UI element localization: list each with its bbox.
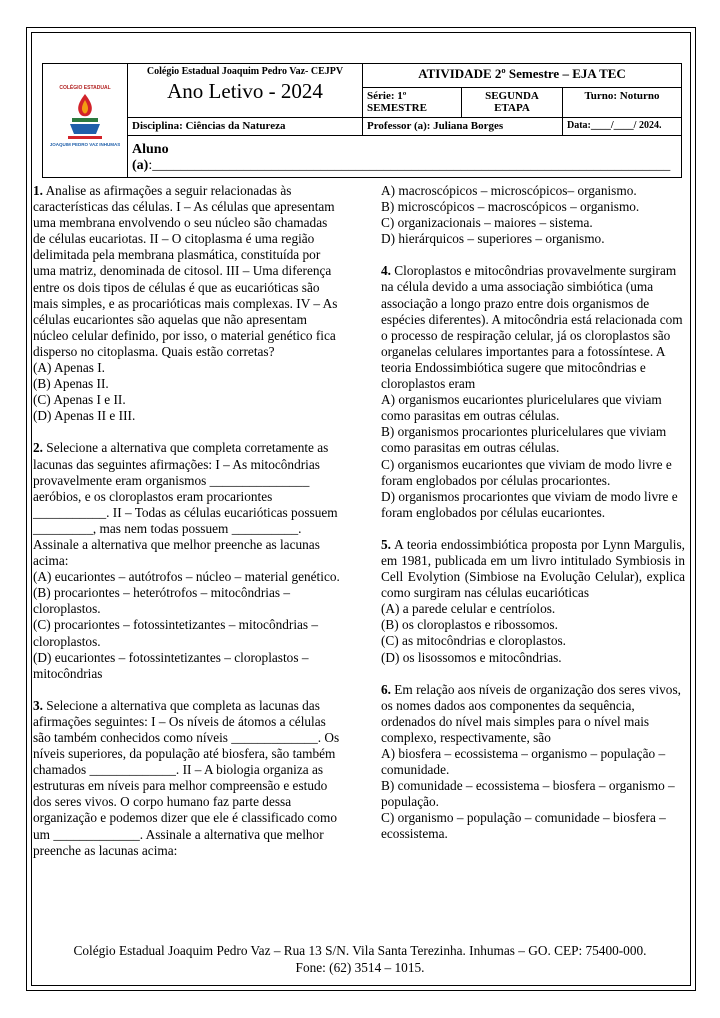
footer-phone: Fone: (62) 3514 – 1015. bbox=[295, 960, 425, 975]
question-6-option-c: C) organismo – população – comunidade – biosfera – ecossistema. bbox=[381, 810, 666, 842]
school-logo-icon bbox=[50, 80, 120, 158]
question-1-text: Analise as afirmações a seguir relacionadas às características das células. I – As células que apresentam uma membrana envolvendo o seu núcleo são chamadas de células eucariotas. II – O citoplasma é uma região delimitada pela membrana plasmática, constituída por uma matriz, denominada de citosol. III – Uma diferença entre os dois tipos de células é que as eucarióticas são mais simples, e as procarióticas mais complexas. IV – As células eucariontes são aquelas que não apresentam núcleo celular definido, por isso, o material genético fica disperso no citoplasma. Quais estão corretas? bbox=[33, 183, 338, 359]
school-logo bbox=[43, 64, 128, 178]
school-title-cell bbox=[128, 64, 363, 118]
question-4-number: 4. bbox=[381, 263, 391, 279]
question-6-option-b: B) comunidade – ecossistema – biosfera – organismo – população. bbox=[381, 778, 675, 810]
question-5-option-c: (C) as mitocôndrias e cloroplastos. bbox=[381, 633, 567, 649]
turno-cell: Turno: Noturno bbox=[563, 88, 682, 118]
question-1-number: 1. bbox=[33, 183, 43, 198]
logo-text-top: COLÉGIO ESTADUAL bbox=[59, 85, 111, 91]
right-column bbox=[381, 183, 685, 859]
question-4-option-b: B) organismos procariontes pluricelulares que viviam como parasitas em outras células. bbox=[381, 424, 667, 456]
question-3-text: Selecione a alternativa que completa as lacunas das afirmações seguintes: I – Os níveis de átomos a células são também conhecidos como níveis _____________. Os níveis superiores, da população até biosfera, são também chamados _____________. II – A biologia organiza as estruturas em níveis para melhor compreensão e estudo dos seres vivos. O corpo humano faz parte dessa organização e podemos dizer que ele é classificado como um _____________. Assinale a alternativa que melhor preenche as lacunas acima: bbox=[33, 697, 340, 858]
question-1-option-d: (D) Apenas II e III. bbox=[33, 408, 136, 424]
question-5-option-a: (A) a parede celular e centríolos. bbox=[381, 601, 556, 617]
question-4 bbox=[381, 263, 685, 521]
header-table bbox=[42, 63, 682, 178]
question-2-option-d: (D) eucariontes – fotossintetizantes – cloroplastos – mitocôndrias bbox=[33, 649, 309, 681]
question-2-text: Selecione a alternativa que completa corretamente as lacunas das seguintes afirmações: I – As mitocôndrias provavelmente eram organismos _______________ aeróbios, e os cloroplastos eram procariontes ___________. II – Todas as células eucarióticas possuem _________, mas nem todas possuem __________. Assinale a alternativa que melhor preenche as lacunas acima: bbox=[33, 440, 338, 569]
question-3-option-a: A) macroscópicos – microscópicos– organismo. bbox=[381, 183, 637, 198]
etapa-cell bbox=[462, 88, 563, 118]
page-footer bbox=[33, 942, 687, 976]
professor-cell: Professor (a): Juliana Borges bbox=[363, 118, 563, 136]
etapa-line2: ETAPA bbox=[494, 102, 530, 114]
question-5-option-b: (B) os cloroplastos e ribossomos. bbox=[381, 617, 558, 633]
question-3-number: 3. bbox=[33, 697, 43, 713]
serie-line1: Série: 1º bbox=[367, 90, 407, 102]
school-name: Colégio Estadual Joaquim Pedro Vaz- CEJPV bbox=[146, 66, 344, 77]
etapa-line1: SEGUNDA bbox=[485, 90, 539, 102]
question-3-option-c: C) organizacionais – maiores – sistema. bbox=[381, 215, 593, 231]
serie-line2: SEMESTRE bbox=[367, 102, 427, 114]
question-2-option-b: (B) procariontes – heterótrofos – mitocôndrias – cloroplastos. bbox=[33, 585, 291, 617]
question-6-text: Em relação aos níveis de organização dos seres vivos, os nomes dados aos componentes da sequência, ordenados do nível mais simples para o nível mais complexo, respectivamente, são bbox=[381, 681, 681, 745]
question-5-text: A teoria endossimbiótica proposta por Lynn Margulis, em 1981, publicada em um livro intitulado Symbiosis in Cell Evolytion (Simbiose na Evolução Celular), explica como surgiram nas células eucarióticas bbox=[381, 536, 685, 601]
question-2 bbox=[33, 440, 343, 681]
question-6 bbox=[381, 682, 685, 843]
question-2-option-a: (A) eucariontes – autótrofos – núcleo – material genético. bbox=[33, 569, 340, 585]
question-4-option-d: D) organismos procariontes que viviam de modo livre e foram englobados por células eucariontes. bbox=[381, 488, 678, 520]
question-3-option-b: B) microscópicos – macroscópicos – organismo. bbox=[381, 199, 640, 215]
question-4-text: Cloroplastos e mitocôndrias provavelmente surgiram na célula devido a uma associação simbiótica (uma associação a longo prazo entre dois organismos de espécies diferentes). A mitocôndria está relacionada com o processo de respiração celular, já os cloroplastos são organelas celulares importantes para a fotossíntese. A teoria Endossimbiótica sugere que mitocôndrias e cloroplastos eram bbox=[381, 263, 683, 392]
aluno-line: :__________________________________________________________________________ bbox=[148, 158, 671, 173]
serie-cell bbox=[363, 88, 462, 118]
question-6-option-a: A) biosfera – ecossistema – organismo – população – comunidade. bbox=[381, 746, 666, 778]
data-cell: Data:____/____/ 2024. bbox=[563, 118, 682, 136]
left-column bbox=[33, 183, 343, 875]
question-1 bbox=[33, 183, 343, 424]
question-4-option-c: C) organismos eucariontes que viviam de modo livre e foram englobados por células procariontes. bbox=[381, 456, 672, 488]
question-5-option-d: (D) os lisossomos e mitocôndrias. bbox=[381, 649, 562, 665]
question-6-number: 6. bbox=[381, 681, 391, 697]
question-3 bbox=[33, 698, 343, 859]
question-1-option-a: (A) Apenas I. bbox=[33, 360, 106, 376]
aluno-field[interactable] bbox=[128, 136, 682, 178]
question-2-option-c: (C) procariontes – fotossintetizantes – mitocôndrias – cloroplastos. bbox=[33, 617, 319, 649]
question-3-options bbox=[381, 183, 685, 247]
logo-text-bottom: JOAQUIM PEDRO VAZ INHUMAS bbox=[50, 142, 120, 147]
question-4-option-a: A) organismos eucariontes pluricelulares que viviam como parasitas em outras células. bbox=[381, 392, 662, 424]
question-2-number: 2. bbox=[33, 440, 43, 456]
question-5-number: 5. bbox=[381, 536, 391, 552]
question-1-option-b: (B) Apenas II. bbox=[33, 376, 109, 392]
question-3-option-d: D) hierárquicos – superiores – organismo. bbox=[381, 231, 605, 247]
disciplina-cell: Disciplina: Ciências da Natureza bbox=[128, 118, 363, 136]
aluno-label: Aluno (a) bbox=[132, 142, 169, 173]
atividade-title: ATIVIDADE 2º Semestre – EJA TEC bbox=[363, 64, 682, 88]
question-1-option-c: (C) Apenas I e II. bbox=[33, 392, 126, 408]
question-5 bbox=[381, 537, 685, 666]
footer-address: Colégio Estadual Joaquim Pedro Vaz – Rua 13 S/N. Vila Santa Terezinha. Inhumas – GO. CEP: 75400-000. bbox=[73, 943, 647, 958]
ano-letivo: Ano Letivo - 2024 bbox=[167, 79, 323, 103]
